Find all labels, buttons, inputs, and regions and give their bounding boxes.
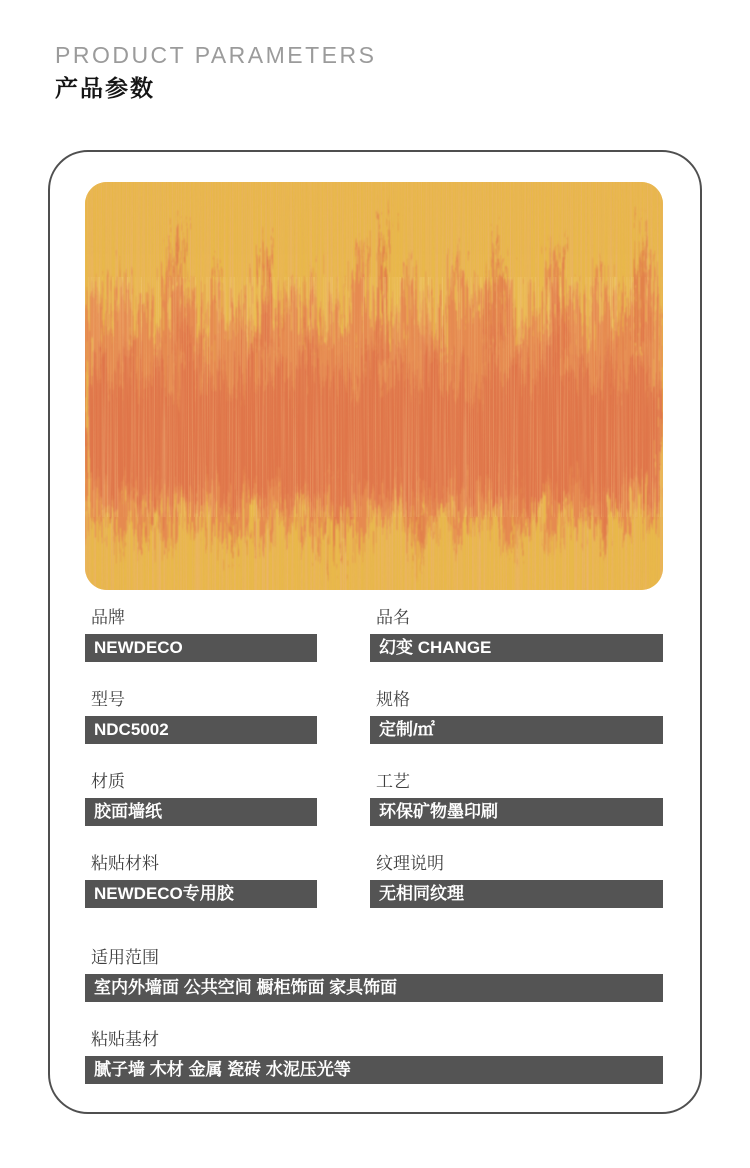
parameter-card [48, 150, 702, 1114]
parameter-field-scope [85, 948, 663, 1002]
parameter-field-texture-note [370, 854, 663, 908]
parameter-label: 工艺 [376, 772, 410, 791]
parameter-grid [85, 608, 663, 908]
product-image [85, 182, 663, 590]
parameter-value-bar: NEWDECO [85, 634, 317, 662]
parameter-value-bar: 环保矿物墨印刷 [370, 798, 663, 826]
parameter-value-bar: 腻子墙 木材 金属 瓷砖 水泥压光等 [85, 1056, 663, 1084]
parameter-label: 型号 [91, 690, 125, 709]
parameter-field-material [85, 772, 317, 826]
parameter-value-bar: NDC5002 [85, 716, 317, 744]
parameter-label: 粘贴基材 [91, 1030, 159, 1049]
parameter-field-spec [370, 690, 663, 744]
parameter-label: 品牌 [91, 608, 125, 627]
parameter-value-bar: 无相同纹理 [370, 880, 663, 908]
wallpaper-texture-graphic [85, 182, 663, 590]
parameter-value-bar: 定制/㎡ [370, 716, 663, 744]
parameter-field-substrate [85, 1030, 663, 1084]
section-header [0, 0, 750, 100]
parameter-label: 粘贴材料 [91, 854, 159, 873]
parameter-label: 纹理说明 [376, 854, 444, 873]
parameter-value-bar: NEWDECO专用胶 [85, 880, 317, 908]
parameter-field-craft [370, 772, 663, 826]
parameter-value-bar: 幻变 CHANGE [370, 634, 663, 662]
section-title-en: PRODUCT PARAMETERS [55, 42, 377, 68]
section-title-zh: 产品参数 [55, 75, 155, 101]
parameter-field-product-name [370, 608, 663, 662]
parameter-label: 品名 [376, 608, 410, 627]
parameter-label: 材质 [91, 772, 125, 791]
parameter-field-brand [85, 608, 317, 662]
parameter-field-adhesive [85, 854, 317, 908]
parameter-label: 适用范围 [91, 948, 159, 967]
parameter-label: 规格 [376, 690, 410, 709]
parameter-field-model [85, 690, 317, 744]
parameter-value-bar: 室内外墙面 公共空间 橱柜饰面 家具饰面 [85, 974, 663, 1002]
parameter-value-bar: 胶面墙纸 [85, 798, 317, 826]
